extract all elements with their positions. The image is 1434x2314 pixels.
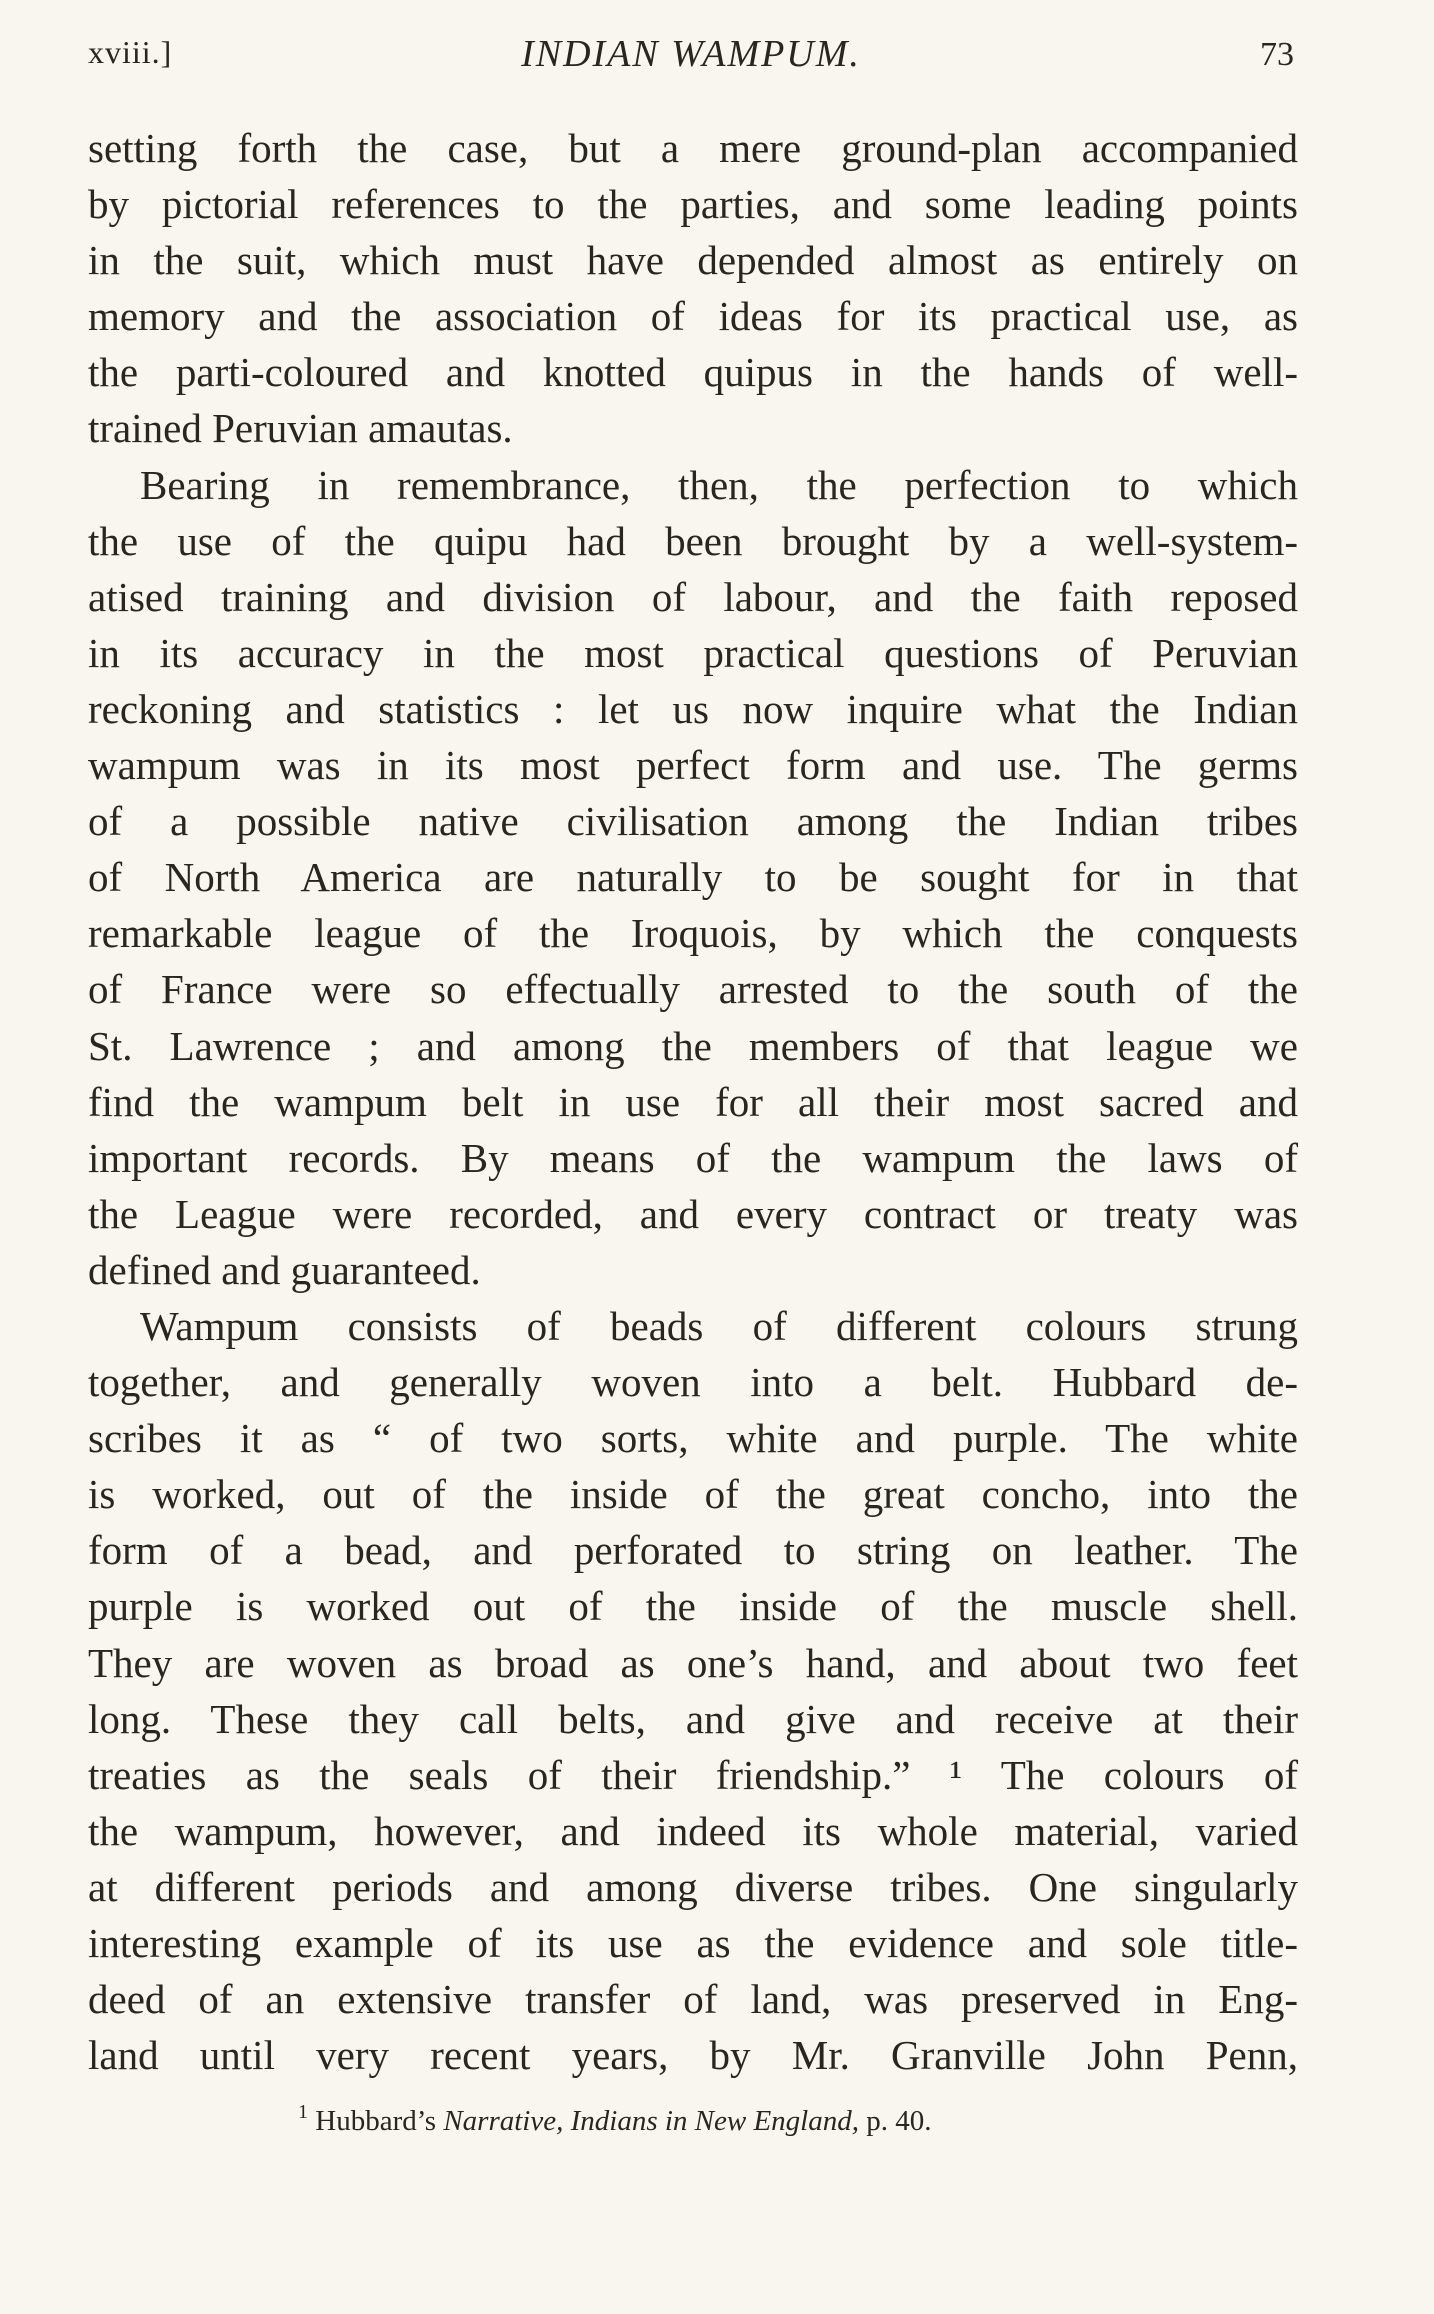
text-line: the League were recorded, and every contract or treaty was <box>88 1190 1298 1237</box>
footnote-author: Hubbard’s <box>315 2105 437 2137</box>
text-line: of North America are naturally to be sought for in that <box>88 854 1298 901</box>
text-line: of a possible native civilisation among the Indian tribes <box>88 798 1298 845</box>
text-line: They are woven as broad as one’s hand, and about two feet <box>88 1639 1298 1686</box>
text-line: Wampum consists of beads of different colours strung <box>140 1302 1298 1349</box>
running-title: INDIAN WAMPUM. <box>521 33 861 75</box>
text-line: important records. By means of the wampum the laws of <box>88 1134 1298 1181</box>
text-line: purple is worked out of the inside of the muscle shell. <box>88 1583 1298 1630</box>
footnote-title: Narrative, Indians in New England, <box>443 2105 859 2137</box>
footnote-page: p. 40. <box>866 2105 932 2137</box>
text-line: the wampum, however, and indeed its whole material, varied <box>88 1807 1298 1854</box>
text-line: the use of the quipu had been brought by a well-system- <box>88 517 1298 564</box>
body-text <box>88 120 1298 2083</box>
text-line: memory and the association of ideas for its practical use, as <box>88 293 1298 340</box>
text-line: trained Peruvian amautas. <box>88 405 513 452</box>
text-line: together, and generally woven into a belt. Hubbard de- <box>88 1359 1298 1406</box>
text-line: remarkable league of the Iroquois, by which the conquests <box>88 910 1298 957</box>
text-line: treaties as the seals of their friendship.” ¹ The colours of <box>88 1751 1298 1798</box>
text-line: at different periods and among diverse tribes. One singularly <box>88 1863 1298 1910</box>
text-line: find the wampum belt in use for all their most sacred and <box>88 1078 1298 1125</box>
text-line: by pictorial references to the parties, and some leading points <box>88 181 1298 228</box>
text-line: long. These they call belts, and give and receive at their <box>88 1695 1298 1742</box>
page-number: 73 <box>1260 36 1294 73</box>
chapter-number: xviii.] <box>88 34 173 70</box>
running-header <box>88 34 1294 82</box>
footnote <box>298 2101 932 2138</box>
text-line: wampum was in its most perfect form and use. The germs <box>88 742 1298 789</box>
text-line: reckoning and statistics : let us now inquire what the Indian <box>88 685 1298 732</box>
text-line: in its accuracy in the most practical questions of Peruvian <box>88 629 1298 676</box>
text-line: Bearing in remembrance, then, the perfection to which <box>140 461 1298 508</box>
text-line: scribes it as “ of two sorts, white and purple. The white <box>88 1415 1298 1462</box>
text-line: deed of an extensive transfer of land, was preserved in Eng- <box>88 1976 1298 2023</box>
text-line: form of a bead, and perforated to string on leather. The <box>88 1527 1298 1574</box>
text-line: interesting example of its use as the evidence and sole title- <box>88 1920 1298 1966</box>
text-line: atised training and division of labour, and the faith reposed <box>88 573 1298 620</box>
text-line: is worked, out of the inside of the great concho, into the <box>88 1471 1298 1518</box>
text-line: defined and guaranteed. <box>88 1246 481 1293</box>
text-line: in the suit, which must have depended almost as entirely on <box>88 237 1298 284</box>
book-page <box>88 0 1298 2314</box>
footnote-marker: 1 <box>298 2101 308 2123</box>
text-line: land until very recent years, by Mr. Granville John Penn, <box>88 2032 1298 2079</box>
text-line: of France were so effectually arrested to the south of the <box>88 966 1298 1013</box>
text-line: St. Lawrence ; and among the members of that league we <box>88 1022 1298 1069</box>
text-line: the parti-coloured and knotted quipus in the hands of well- <box>88 349 1298 396</box>
text-line: setting forth the case, but a mere ground-plan accompanied <box>88 125 1298 171</box>
